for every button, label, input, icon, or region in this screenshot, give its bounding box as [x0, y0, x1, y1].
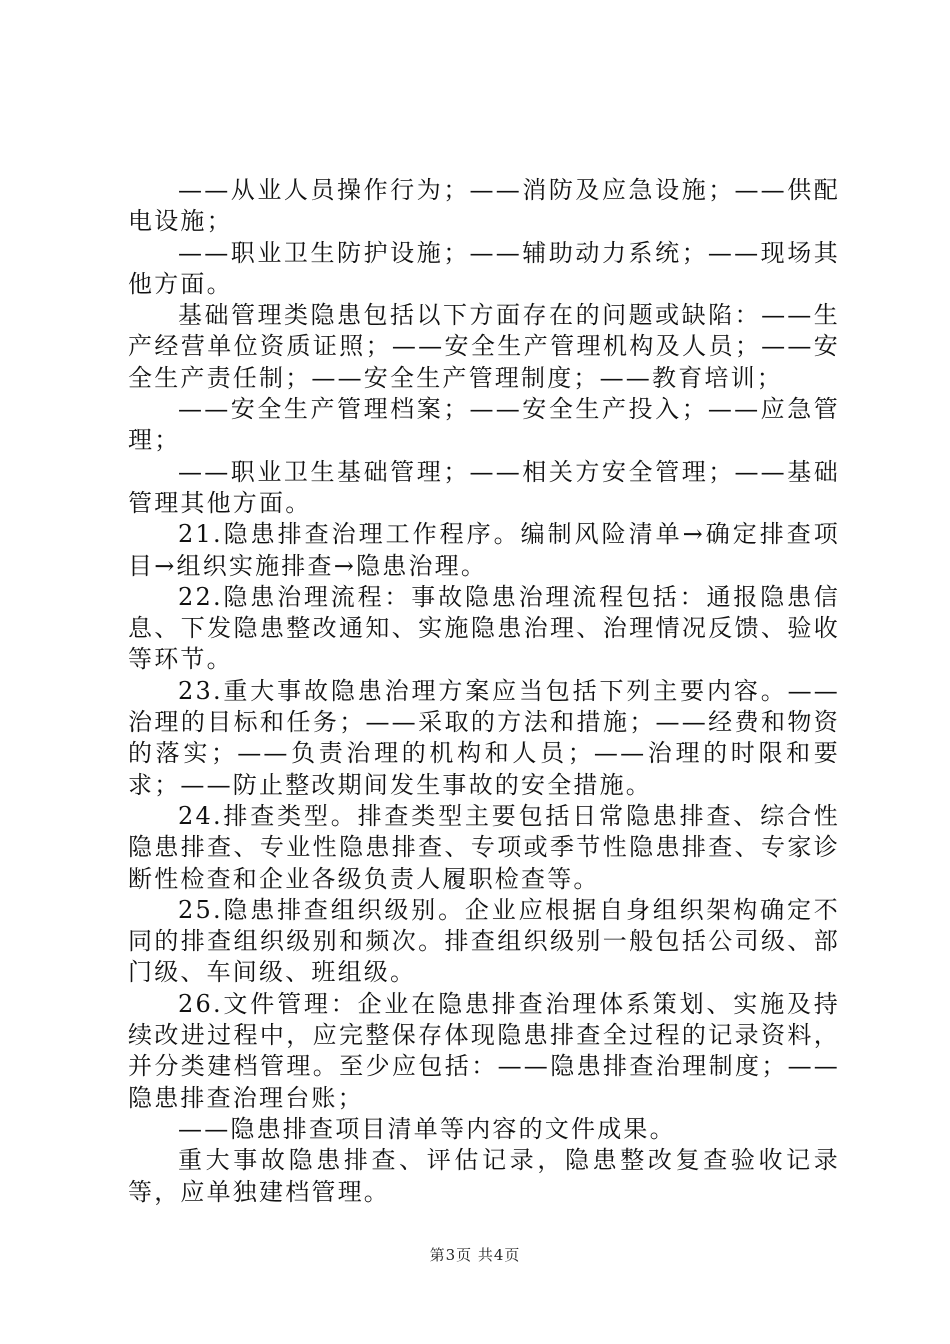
paragraph: 26.文件管理：企业在隐患排查治理体系策划、实施及持续改进过程中，应完整保存体现隐患排查全过程的记录资料，并分类建档管理。至少应包括：——隐患排查治理制度；——隐患排查治理台账；: [128, 989, 840, 1112]
paragraph: ——安全生产管理档案；——安全生产投入；——应急管理；: [128, 395, 840, 455]
paragraph: 24.排查类型。排查类型主要包括日常隐患排查、综合性隐患排查、专业性隐患排查、专项或季节性隐患排查、专家诊断性检查和企业各级负责人履职检查等。: [128, 801, 840, 893]
paragraph: 25.隐患排查组织级别。企业应根据自身组织架构确定不同的排查组织级别和频次。排查组织级别一般包括公司级、部门级、车间级、班组级。: [128, 895, 840, 987]
page-number-footer: 第3页 共4页: [429, 1246, 521, 1264]
paragraph: 22.隐患治理流程：事故隐患治理流程包括：通报隐患信息、下发隐患整改通知、实施隐患治理、治理情况反馈、验收等环节。: [128, 582, 840, 674]
paragraph: 23.重大事故隐患治理方案应当包括下列主要内容。——治理的目标和任务；——采取的方法和措施；——经费和物资的落实；——负责治理的机构和人员；——治理的时限和要求；——防止整改期间发生事故的安全措施。: [128, 676, 840, 799]
paragraph: ——隐患排查项目清单等内容的文件成果。: [178, 1114, 676, 1143]
paragraph: ——职业卫生基础管理；——相关方安全管理；——基础管理其他方面。: [128, 457, 840, 517]
paragraph: 重大事故隐患排查、评估记录，隐患整改复查验收记录等，应单独建档管理。: [128, 1146, 840, 1206]
paragraph: 21.隐患排查治理工作程序。编制风险清单→确定排查项目→组织实施排查→隐患治理。: [128, 520, 840, 580]
paragraph: ——从业人员操作行为；——消防及应急设施；——供配电设施；: [128, 176, 840, 236]
document-body: [128, 175, 840, 1208]
paragraph: 基础管理类隐患包括以下方面存在的问题或缺陷：——生产经营单位资质证照；——安全生产管理机构及人员；——安全生产责任制；——安全生产管理制度；——教育培训；: [128, 301, 840, 392]
paragraph: ——职业卫生防护设施；——辅助动力系统；——现场其他方面。: [128, 238, 840, 298]
